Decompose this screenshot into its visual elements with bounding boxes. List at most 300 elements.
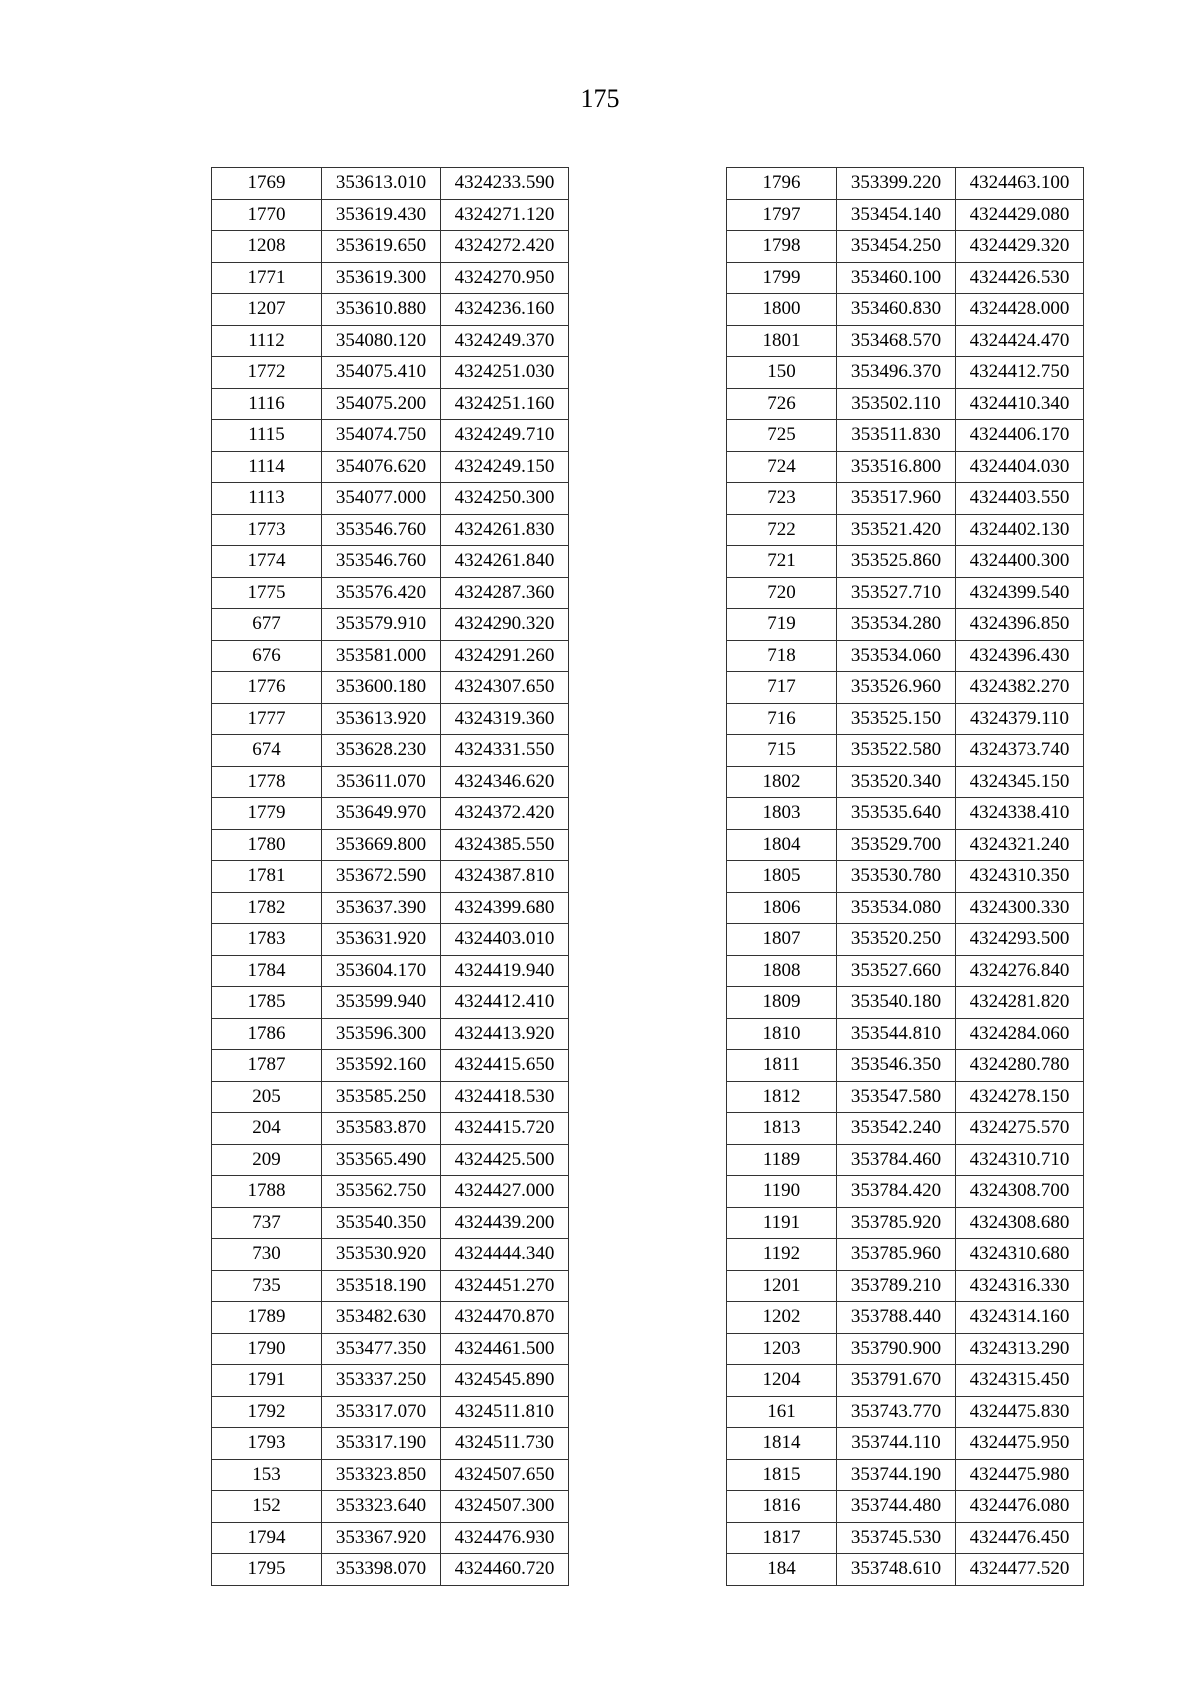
table-row	[727, 357, 1084, 389]
y-coordinate-cell: 4324404.030	[956, 451, 1084, 483]
point-id-cell: 1806	[727, 892, 837, 924]
point-id-cell: 161	[727, 1396, 837, 1428]
point-id-cell: 1812	[727, 1081, 837, 1113]
point-id-cell: 676	[212, 640, 322, 672]
y-coordinate-cell: 4324271.120	[441, 199, 569, 231]
table-row	[212, 955, 569, 987]
table-row	[212, 325, 569, 357]
x-coordinate-cell: 353585.250	[322, 1081, 441, 1113]
table-row	[727, 1144, 1084, 1176]
table-row	[727, 1396, 1084, 1428]
y-coordinate-cell: 4324511.730	[441, 1428, 569, 1460]
y-coordinate-cell: 4324313.290	[956, 1333, 1084, 1365]
table-row	[212, 388, 569, 420]
y-coordinate-cell: 4324251.160	[441, 388, 569, 420]
x-coordinate-cell: 353454.250	[837, 231, 956, 263]
table-row	[212, 357, 569, 389]
y-coordinate-cell: 4324250.300	[441, 483, 569, 515]
point-id-cell: 1789	[212, 1302, 322, 1334]
y-coordinate-cell: 4324372.420	[441, 798, 569, 830]
point-id-cell: 1784	[212, 955, 322, 987]
y-coordinate-cell: 4324460.720	[441, 1554, 569, 1586]
y-coordinate-cell: 4324310.350	[956, 861, 1084, 893]
y-coordinate-cell: 4324418.530	[441, 1081, 569, 1113]
table-row	[727, 1491, 1084, 1523]
point-id-cell: 737	[212, 1207, 322, 1239]
x-coordinate-cell: 353522.580	[837, 735, 956, 767]
x-coordinate-cell: 353521.420	[837, 514, 956, 546]
point-id-cell: 1773	[212, 514, 322, 546]
point-id-cell: 1802	[727, 766, 837, 798]
y-coordinate-cell: 4324475.980	[956, 1459, 1084, 1491]
x-coordinate-cell: 353789.210	[837, 1270, 956, 1302]
y-coordinate-cell: 4324425.500	[441, 1144, 569, 1176]
y-coordinate-cell: 4324463.100	[956, 168, 1084, 200]
table-row	[212, 1113, 569, 1145]
y-coordinate-cell: 4324412.410	[441, 987, 569, 1019]
y-coordinate-cell: 4324315.450	[956, 1365, 1084, 1397]
table-row	[727, 1050, 1084, 1082]
point-id-cell: 1774	[212, 546, 322, 578]
x-coordinate-cell: 353546.760	[322, 546, 441, 578]
x-coordinate-cell: 353525.150	[837, 703, 956, 735]
table-row	[727, 892, 1084, 924]
table-row	[212, 168, 569, 200]
table-row	[212, 1207, 569, 1239]
x-coordinate-cell: 353477.350	[322, 1333, 441, 1365]
table-row	[727, 735, 1084, 767]
table-row	[212, 231, 569, 263]
table-row	[727, 1207, 1084, 1239]
x-coordinate-cell: 353631.920	[322, 924, 441, 956]
table-row	[727, 672, 1084, 704]
table-row	[727, 1113, 1084, 1145]
y-coordinate-cell: 4324412.750	[956, 357, 1084, 389]
table-row	[212, 1365, 569, 1397]
table-row	[727, 231, 1084, 263]
x-coordinate-cell: 353323.850	[322, 1459, 441, 1491]
x-coordinate-cell: 353579.910	[322, 609, 441, 641]
point-id-cell: 1778	[212, 766, 322, 798]
point-id-cell: 152	[212, 1491, 322, 1523]
x-coordinate-cell: 353535.640	[837, 798, 956, 830]
table-row	[212, 451, 569, 483]
point-id-cell: 1116	[212, 388, 322, 420]
x-coordinate-cell: 353583.870	[322, 1113, 441, 1145]
point-id-cell: 1798	[727, 231, 837, 263]
y-coordinate-cell: 4324406.170	[956, 420, 1084, 452]
x-coordinate-cell: 353743.770	[837, 1396, 956, 1428]
y-coordinate-cell: 4324470.870	[441, 1302, 569, 1334]
point-id-cell: 1816	[727, 1491, 837, 1523]
y-coordinate-cell: 4324396.430	[956, 640, 1084, 672]
y-coordinate-cell: 4324413.920	[441, 1018, 569, 1050]
coordinate-table-right	[726, 167, 1084, 1586]
y-coordinate-cell: 4324507.300	[441, 1491, 569, 1523]
y-coordinate-cell: 4324331.550	[441, 735, 569, 767]
y-coordinate-cell: 4324545.890	[441, 1365, 569, 1397]
y-coordinate-cell: 4324382.270	[956, 672, 1084, 704]
y-coordinate-cell: 4324276.840	[956, 955, 1084, 987]
point-id-cell: 1799	[727, 262, 837, 294]
point-id-cell: 730	[212, 1239, 322, 1271]
x-coordinate-cell: 353517.960	[837, 483, 956, 515]
point-id-cell: 715	[727, 735, 837, 767]
x-coordinate-cell: 353511.830	[837, 420, 956, 452]
point-id-cell: 1804	[727, 829, 837, 861]
table-row	[212, 987, 569, 1019]
point-id-cell: 1807	[727, 924, 837, 956]
point-id-cell: 1787	[212, 1050, 322, 1082]
point-id-cell: 1115	[212, 420, 322, 452]
table-row	[727, 483, 1084, 515]
y-coordinate-cell: 4324451.270	[441, 1270, 569, 1302]
point-id-cell: 1204	[727, 1365, 837, 1397]
table-row	[212, 1081, 569, 1113]
y-coordinate-cell: 4324511.810	[441, 1396, 569, 1428]
table-row	[727, 1302, 1084, 1334]
table-row	[212, 294, 569, 326]
point-id-cell: 1192	[727, 1239, 837, 1271]
table-row	[212, 829, 569, 861]
y-coordinate-cell: 4324249.150	[441, 451, 569, 483]
point-id-cell: 1782	[212, 892, 322, 924]
x-coordinate-cell: 353784.460	[837, 1144, 956, 1176]
y-coordinate-cell: 4324310.710	[956, 1144, 1084, 1176]
y-coordinate-cell: 4324308.680	[956, 1207, 1084, 1239]
y-coordinate-cell: 4324403.550	[956, 483, 1084, 515]
x-coordinate-cell: 353525.860	[837, 546, 956, 578]
y-coordinate-cell: 4324476.450	[956, 1522, 1084, 1554]
point-id-cell: 1809	[727, 987, 837, 1019]
y-coordinate-cell: 4324427.000	[441, 1176, 569, 1208]
y-coordinate-cell: 4324439.200	[441, 1207, 569, 1239]
x-coordinate-cell: 353540.180	[837, 987, 956, 1019]
x-coordinate-cell: 353669.800	[322, 829, 441, 861]
point-id-cell: 1775	[212, 577, 322, 609]
y-coordinate-cell: 4324385.550	[441, 829, 569, 861]
point-id-cell: 1797	[727, 199, 837, 231]
point-id-cell: 1791	[212, 1365, 322, 1397]
y-coordinate-cell: 4324429.080	[956, 199, 1084, 231]
y-coordinate-cell: 4324428.000	[956, 294, 1084, 326]
table-row	[212, 1491, 569, 1523]
y-coordinate-cell: 4324284.060	[956, 1018, 1084, 1050]
point-id-cell: 1793	[212, 1428, 322, 1460]
x-coordinate-cell: 353546.350	[837, 1050, 956, 1082]
y-coordinate-cell: 4324415.720	[441, 1113, 569, 1145]
point-id-cell: 1814	[727, 1428, 837, 1460]
point-id-cell: 1208	[212, 231, 322, 263]
x-coordinate-cell: 353482.630	[322, 1302, 441, 1334]
point-id-cell: 677	[212, 609, 322, 641]
x-coordinate-cell: 353672.590	[322, 861, 441, 893]
x-coordinate-cell: 353562.750	[322, 1176, 441, 1208]
table-row	[212, 703, 569, 735]
x-coordinate-cell: 353613.010	[322, 168, 441, 200]
point-id-cell: 1792	[212, 1396, 322, 1428]
y-coordinate-cell: 4324308.700	[956, 1176, 1084, 1208]
x-coordinate-cell: 353526.960	[837, 672, 956, 704]
table-row	[212, 483, 569, 515]
y-coordinate-cell: 4324275.570	[956, 1113, 1084, 1145]
point-id-cell: 1817	[727, 1522, 837, 1554]
y-coordinate-cell: 4324402.130	[956, 514, 1084, 546]
table-row	[212, 577, 569, 609]
y-coordinate-cell: 4324236.160	[441, 294, 569, 326]
coordinate-table-right-body	[727, 168, 1084, 1586]
y-coordinate-cell: 4324410.340	[956, 388, 1084, 420]
table-row	[212, 1239, 569, 1271]
table-row	[727, 1176, 1084, 1208]
table-row	[212, 640, 569, 672]
x-coordinate-cell: 353599.940	[322, 987, 441, 1019]
y-coordinate-cell: 4324293.500	[956, 924, 1084, 956]
y-coordinate-cell: 4324461.500	[441, 1333, 569, 1365]
y-coordinate-cell: 4324287.360	[441, 577, 569, 609]
table-row	[727, 546, 1084, 578]
point-id-cell: 1114	[212, 451, 322, 483]
point-id-cell: 1779	[212, 798, 322, 830]
point-id-cell: 1202	[727, 1302, 837, 1334]
point-id-cell: 1800	[727, 294, 837, 326]
x-coordinate-cell: 353520.340	[837, 766, 956, 798]
table-row	[727, 1554, 1084, 1586]
table-row	[727, 861, 1084, 893]
table-row	[727, 798, 1084, 830]
table-row	[727, 703, 1084, 735]
table-row	[727, 1018, 1084, 1050]
table-row	[727, 955, 1084, 987]
x-coordinate-cell: 353790.900	[837, 1333, 956, 1365]
x-coordinate-cell: 353604.170	[322, 955, 441, 987]
x-coordinate-cell: 353600.180	[322, 672, 441, 704]
table-row	[727, 829, 1084, 861]
point-id-cell: 1189	[727, 1144, 837, 1176]
table-row	[727, 924, 1084, 956]
table-row	[727, 1365, 1084, 1397]
table-row	[727, 325, 1084, 357]
point-id-cell: 209	[212, 1144, 322, 1176]
table-row	[727, 388, 1084, 420]
point-id-cell: 718	[727, 640, 837, 672]
x-coordinate-cell: 353637.390	[322, 892, 441, 924]
x-coordinate-cell: 353628.230	[322, 735, 441, 767]
y-coordinate-cell: 4324290.320	[441, 609, 569, 641]
point-id-cell: 1191	[727, 1207, 837, 1239]
point-id-cell: 1805	[727, 861, 837, 893]
x-coordinate-cell: 353520.250	[837, 924, 956, 956]
y-coordinate-cell: 4324373.740	[956, 735, 1084, 767]
x-coordinate-cell: 353785.960	[837, 1239, 956, 1271]
point-id-cell: 1794	[212, 1522, 322, 1554]
page-number: 175	[580, 84, 620, 113]
point-id-cell: 1795	[212, 1554, 322, 1586]
table-row	[727, 168, 1084, 200]
point-id-cell: 1113	[212, 483, 322, 515]
x-coordinate-cell: 353596.300	[322, 1018, 441, 1050]
table-row	[727, 1428, 1084, 1460]
table-row	[212, 1428, 569, 1460]
table-row	[212, 766, 569, 798]
point-id-cell: 1790	[212, 1333, 322, 1365]
table-row	[212, 798, 569, 830]
y-coordinate-cell: 4324396.850	[956, 609, 1084, 641]
x-coordinate-cell: 353649.970	[322, 798, 441, 830]
point-id-cell: 719	[727, 609, 837, 641]
y-coordinate-cell: 4324387.810	[441, 861, 569, 893]
point-id-cell: 1201	[727, 1270, 837, 1302]
x-coordinate-cell: 353468.570	[837, 325, 956, 357]
y-coordinate-cell: 4324270.950	[441, 262, 569, 294]
x-coordinate-cell: 353502.110	[837, 388, 956, 420]
x-coordinate-cell: 353744.110	[837, 1428, 956, 1460]
table-row	[212, 1333, 569, 1365]
point-id-cell: 153	[212, 1459, 322, 1491]
point-id-cell: 1786	[212, 1018, 322, 1050]
table-row	[727, 1239, 1084, 1271]
y-coordinate-cell: 4324314.160	[956, 1302, 1084, 1334]
y-coordinate-cell: 4324300.330	[956, 892, 1084, 924]
table-row	[727, 609, 1084, 641]
point-id-cell: 725	[727, 420, 837, 452]
table-row	[212, 892, 569, 924]
point-id-cell: 1769	[212, 168, 322, 200]
table-row	[727, 199, 1084, 231]
point-id-cell: 1811	[727, 1050, 837, 1082]
y-coordinate-cell: 4324291.260	[441, 640, 569, 672]
table-row	[212, 262, 569, 294]
x-coordinate-cell: 353516.800	[837, 451, 956, 483]
x-coordinate-cell: 353613.920	[322, 703, 441, 735]
x-coordinate-cell: 353527.710	[837, 577, 956, 609]
table-row	[212, 1050, 569, 1082]
y-coordinate-cell: 4324476.080	[956, 1491, 1084, 1523]
x-coordinate-cell: 353530.780	[837, 861, 956, 893]
table-row	[727, 1333, 1084, 1365]
x-coordinate-cell: 353317.190	[322, 1428, 441, 1460]
y-coordinate-cell: 4324429.320	[956, 231, 1084, 263]
point-id-cell: 1780	[212, 829, 322, 861]
y-coordinate-cell: 4324345.150	[956, 766, 1084, 798]
x-coordinate-cell: 353611.070	[322, 766, 441, 798]
table-row	[212, 861, 569, 893]
point-id-cell: 204	[212, 1113, 322, 1145]
table-row	[212, 1302, 569, 1334]
x-coordinate-cell: 353784.420	[837, 1176, 956, 1208]
point-id-cell: 724	[727, 451, 837, 483]
x-coordinate-cell: 353744.190	[837, 1459, 956, 1491]
x-coordinate-cell: 353744.480	[837, 1491, 956, 1523]
x-coordinate-cell: 353460.830	[837, 294, 956, 326]
y-coordinate-cell: 4324475.950	[956, 1428, 1084, 1460]
point-id-cell: 1190	[727, 1176, 837, 1208]
point-id-cell: 1777	[212, 703, 322, 735]
x-coordinate-cell: 354075.200	[322, 388, 441, 420]
x-coordinate-cell: 353496.370	[837, 357, 956, 389]
x-coordinate-cell: 354076.620	[322, 451, 441, 483]
y-coordinate-cell: 4324261.830	[441, 514, 569, 546]
point-id-cell: 716	[727, 703, 837, 735]
y-coordinate-cell: 4324233.590	[441, 168, 569, 200]
y-coordinate-cell: 4324251.030	[441, 357, 569, 389]
x-coordinate-cell: 354077.000	[322, 483, 441, 515]
point-id-cell: 150	[727, 357, 837, 389]
point-id-cell: 1810	[727, 1018, 837, 1050]
table-row	[727, 1270, 1084, 1302]
table-row	[212, 1270, 569, 1302]
y-coordinate-cell: 4324507.650	[441, 1459, 569, 1491]
x-coordinate-cell: 354074.750	[322, 420, 441, 452]
y-coordinate-cell: 4324379.110	[956, 703, 1084, 735]
table-row	[212, 924, 569, 956]
x-coordinate-cell: 353530.920	[322, 1239, 441, 1271]
table-row	[212, 1018, 569, 1050]
y-coordinate-cell: 4324249.370	[441, 325, 569, 357]
x-coordinate-cell: 353534.060	[837, 640, 956, 672]
table-row	[727, 294, 1084, 326]
point-id-cell: 1112	[212, 325, 322, 357]
y-coordinate-cell: 4324419.940	[441, 955, 569, 987]
y-coordinate-cell: 4324426.530	[956, 262, 1084, 294]
table-row	[212, 735, 569, 767]
point-id-cell: 674	[212, 735, 322, 767]
table-row	[212, 1176, 569, 1208]
y-coordinate-cell: 4324272.420	[441, 231, 569, 263]
point-id-cell: 1815	[727, 1459, 837, 1491]
table-row	[727, 640, 1084, 672]
y-coordinate-cell: 4324475.830	[956, 1396, 1084, 1428]
table-row	[727, 451, 1084, 483]
x-coordinate-cell: 353581.000	[322, 640, 441, 672]
point-id-cell: 1781	[212, 861, 322, 893]
y-coordinate-cell: 4324310.680	[956, 1239, 1084, 1271]
x-coordinate-cell: 353323.640	[322, 1491, 441, 1523]
x-coordinate-cell: 353518.190	[322, 1270, 441, 1302]
table-row	[727, 1081, 1084, 1113]
x-coordinate-cell: 353592.160	[322, 1050, 441, 1082]
point-id-cell: 1771	[212, 262, 322, 294]
x-coordinate-cell: 353540.350	[322, 1207, 441, 1239]
table-row	[212, 546, 569, 578]
point-id-cell: 1796	[727, 168, 837, 200]
x-coordinate-cell: 353460.100	[837, 262, 956, 294]
point-id-cell: 1772	[212, 357, 322, 389]
point-id-cell: 184	[727, 1554, 837, 1586]
x-coordinate-cell: 353619.430	[322, 199, 441, 231]
point-id-cell: 1801	[727, 325, 837, 357]
table-row	[727, 987, 1084, 1019]
point-id-cell: 720	[727, 577, 837, 609]
table-row	[212, 1554, 569, 1586]
y-coordinate-cell: 4324424.470	[956, 325, 1084, 357]
table-row	[727, 514, 1084, 546]
x-coordinate-cell: 354075.410	[322, 357, 441, 389]
point-id-cell: 721	[727, 546, 837, 578]
table-row	[212, 1459, 569, 1491]
x-coordinate-cell: 353547.580	[837, 1081, 956, 1113]
x-coordinate-cell: 353576.420	[322, 577, 441, 609]
point-id-cell: 1813	[727, 1113, 837, 1145]
point-id-cell: 722	[727, 514, 837, 546]
y-coordinate-cell: 4324280.780	[956, 1050, 1084, 1082]
point-id-cell: 717	[727, 672, 837, 704]
table-row	[212, 1144, 569, 1176]
point-id-cell: 205	[212, 1081, 322, 1113]
point-id-cell: 1808	[727, 955, 837, 987]
point-id-cell: 1785	[212, 987, 322, 1019]
y-coordinate-cell: 4324346.620	[441, 766, 569, 798]
